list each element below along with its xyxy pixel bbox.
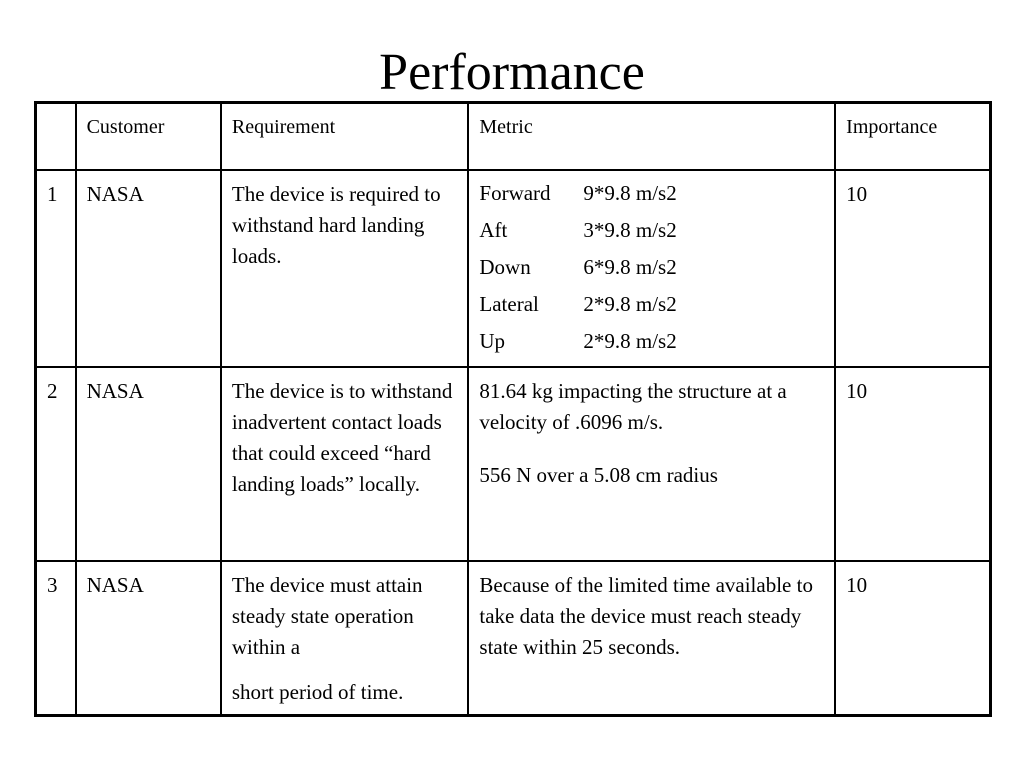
metric-line: 81.64 kg impacting the structure at a velocity of .6096 m/s. [479, 379, 787, 434]
requirement-cell: The device is required to withstand hard landing loads. [221, 170, 469, 367]
load-item [479, 249, 824, 286]
header-importance: Importance [835, 103, 990, 171]
importance-cell: 10 [835, 367, 990, 561]
slide-title: Performance [379, 44, 645, 101]
customer-cell: NASA [76, 561, 221, 716]
header-number [36, 103, 76, 171]
load-item [479, 175, 824, 212]
table-row [36, 367, 991, 561]
requirement-text-tail: short period of time. [231, 680, 404, 704]
requirement-cell: The device is to withstand inadvertent contact loads that could exceed “hard landing loads” locally. [221, 367, 469, 561]
load-item [479, 212, 824, 249]
load-direction: Up [479, 329, 506, 353]
customer-cell: NASA [76, 170, 221, 367]
requirement-text: The device must attain steady state operation within a [231, 573, 423, 659]
table-row [36, 561, 991, 716]
row-number: 1 [36, 170, 76, 367]
customer-cell: NASA [76, 367, 221, 561]
importance-cell: 10 [835, 170, 990, 367]
table-row [36, 170, 991, 367]
metric-cell [468, 170, 835, 367]
table-header-row [36, 103, 991, 171]
load-direction: Forward [479, 181, 551, 205]
load-direction: Aft [479, 218, 508, 242]
load-value: 2*9.8 m/s2 [583, 292, 677, 316]
load-direction: Lateral [479, 292, 539, 316]
header-customer: Customer [76, 103, 221, 171]
load-value: 6*9.8 m/s2 [583, 255, 677, 279]
requirements-table [34, 101, 992, 717]
load-value: 2*9.8 m/s2 [583, 329, 677, 353]
metric-cell [468, 367, 835, 561]
load-direction: Down [479, 255, 531, 279]
importance-cell: 10 [835, 561, 990, 716]
load-value: 3*9.8 m/s2 [583, 218, 677, 242]
row-number: 3 [36, 561, 76, 716]
metric-cell: Because of the limited time available to take data the device must reach steady state within 25 seconds. [468, 561, 835, 716]
metric-line: 556 N over a 5.08 cm radius [479, 463, 718, 487]
row-number: 2 [36, 367, 76, 561]
requirement-cell [221, 561, 469, 716]
load-item [479, 286, 824, 323]
load-item [479, 323, 824, 360]
header-metric: Metric [468, 103, 835, 171]
header-requirement: Requirement [221, 103, 469, 171]
load-value: 9*9.8 m/s2 [583, 181, 677, 205]
